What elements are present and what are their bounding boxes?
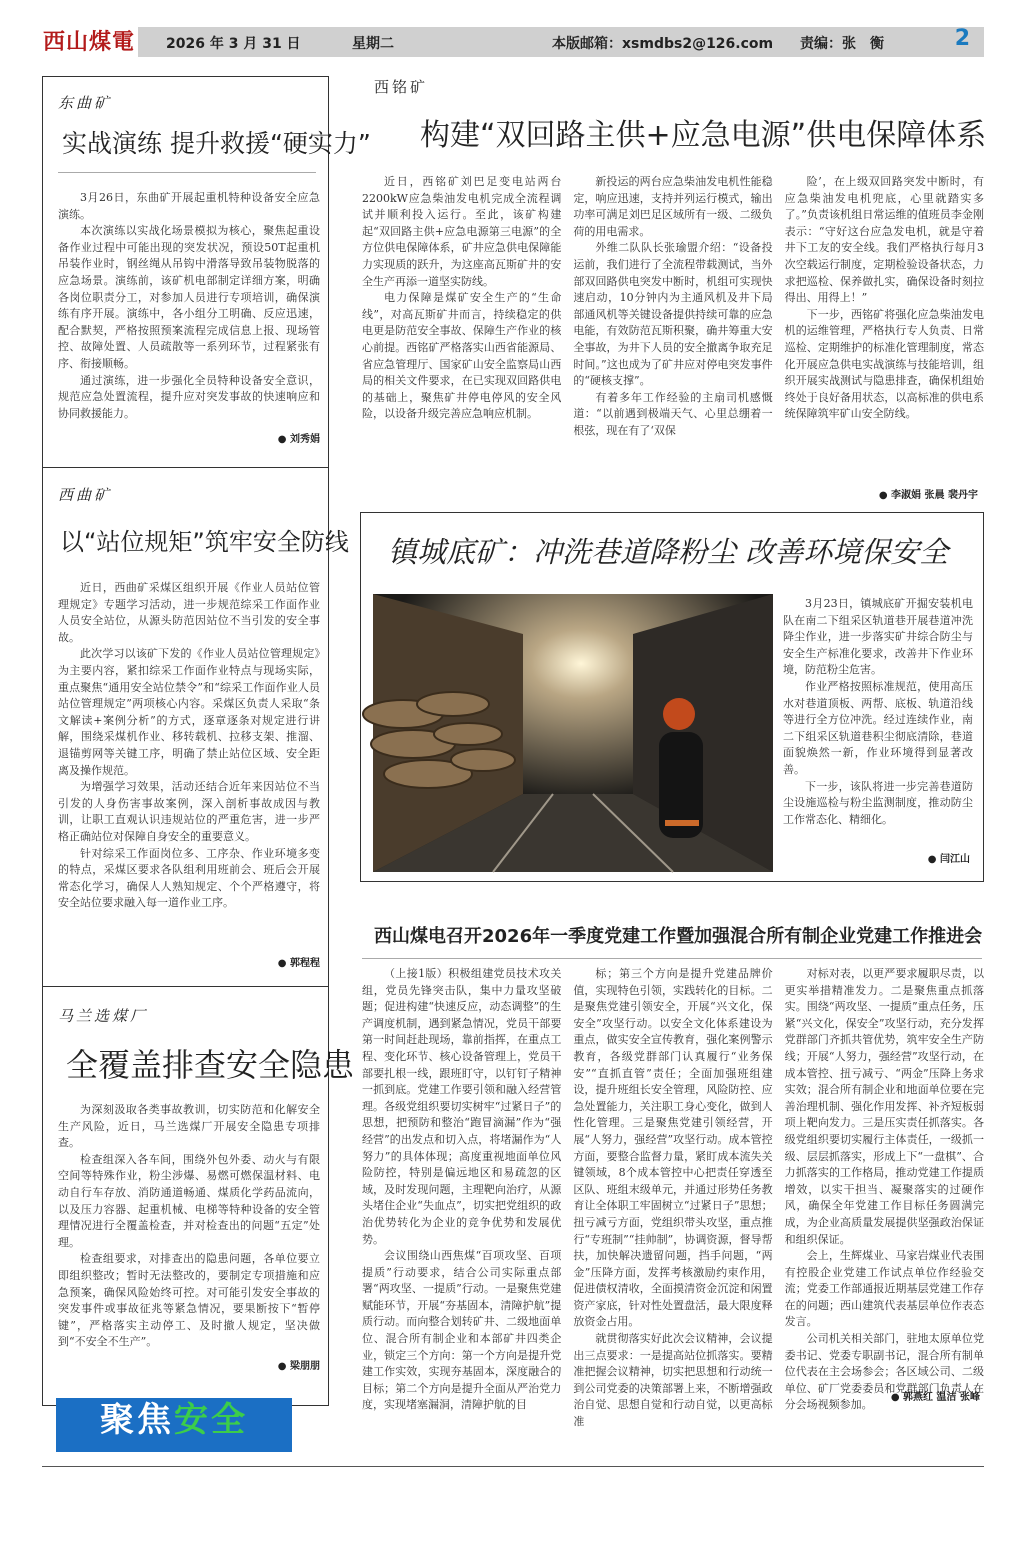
article1-kicker: 东曲矿 <box>58 94 113 112</box>
article6-body: （上接1版）积极组建党员技术攻关组，党员先锋突击队，集中力量攻坚破题；促进构建“快速反应，动态调整”的生产调度机制，遇到紧急情况，党员干部要第一时间赶赴现场，靠前指挥，在重点工程、变化环节、核心设备管理上，党员干部要扎根一线，跟班盯守，以钉钉子精神一抓到底。党建工作要引领和融入经营管理。各级党组织要切实树牢“过紧日子”的思想，把预防和整治“跑冒滴漏”作为“强经营”的出发点和切入点，将堵漏作为“人努力”的具体体现；高度重视地面单位风险防控，特别是偏远地区和易疏忽的区域，及时发现问题，主理靶向治疗，从源头堵住企业“失血点”，切实把党组织的政治优势转化为企业的竞争优势和发展优势。 会议围绕山西焦煤“百项攻坚、百项提质”行动要求，结合公司实际重点部署“两攻坚、一提质”行动。一是聚焦党建赋能环节，开展“夯基固本，清障护航”提质行动。而向整合划转矿井、二级地面单位、混合所有制企业和本部矿井四类企业，锁定三个方向：第一个方向是提升党建工作实效，实现夯基固本，深度融合的目标；第二个方向是提升全面从严治党力度，实现堵塞漏洞，清障护航的目 标；第三个方向是提升党建品牌价值，实现特色引领，实践转化的目标。二是聚焦党建引领安全，开展“兴文化，保安全”攻坚行动。以安全文化体系建设为重点，做实安全宣传教育，强化案例警示教育，各级党群部门认真履行“业务保安”“直抓直管”责任；全面加强班组建设，提升班组长安全管理，风险防控、应急处置能力，关注职工身心变化，做到人性化管理。三是聚焦党建引领经营，开展“人努力，强经营”攻坚行动。成本管控方面，要整合监督力量，紧盯成本流失关键领域，8个成本管控中心把责任穿透至区队、班组末级单元，并通过形势任务教育让全体职工牢固树立“过紧日子”思想；扭亏减亏方面，党组织带头攻坚，重点推行“专班制”“挂帅制”，协调资源，督导帮扶，加快解决遗留问题，挡手问题，“两金”压降方面，发挥考核激励约束作用，促进债权清收，全面摸清资金沉淀和闲置资产家底，针对性处置盘活，最大限度释放资金占用。 就贯彻落实好此次会议精神，会议提出三点要求：一是提高站位抓落实。要精准把握会议精神，切实把思想和行动统一到公司党委的决策部署上来，不断增强政治自觉、思想自觉和行动自觉，以更高标准 对标对表，以更严要求履职尽责，以更实举措精准发力。二是聚焦重点抓落实。围绕“两攻坚、一提质”重点任务，压紧“兴文化，保安全”攻坚行动，充分发挥党群部门齐抓共管优势，筑牢安全生产防线；开展“人努力，强经营”攻坚行动，在成本管控、扭亏减亏、“两金”压降上务求实效；混合所有制企业和地面单位要在完善治理机制、强化作用发挥、补齐短板弱项上靶向发力。三是压实责任抓落实。各级党组织要切实履行主体责任，一级抓一级、层层抓落实，形成上下“一盘棋”、合力抓落实的工作格局，推动党建工作提质增效，以实干担当、凝聚落实的过硬作风，确保全年党建工作目标任务圆满完成，为企业高质量发展提供坚强政治保证和组织保证。 会上，生辉煤业、马家岩煤业代表围有控股企业党建工作试点单位作经验交流；党委工作部通报近期基层党建工作存在的问题；西山建筑代表基层单位作表态发言。 公司机关相关部门，驻地太原单位党委书记、党委专职副书记，混合所有制单位代表在主会场参会；各区域公司、二级单位、矿厂党委委员和党群部门负责人在分会场视频参加。 <box>362 967 984 1429</box>
article2-kicker: 西曲矿 <box>58 486 113 504</box>
article3-signature: ● 梁朋朋 <box>277 1361 320 1372</box>
article4-kicker: 西铭矿 <box>374 78 429 96</box>
article2-signature: ● 郭程程 <box>277 958 320 969</box>
article2-title: 以“站位规矩”筑牢安全防线 <box>60 528 349 556</box>
issue-date: 2026 年 3 月 31 日 <box>166 36 301 52</box>
page-editor: 责编：张 衡 <box>800 36 884 52</box>
article1-signature: ● 刘秀娟 <box>277 434 320 445</box>
article5-signature: ● 闫江山 <box>927 854 970 865</box>
article3-body: 为深刻汲取各类事故教训，切实防范和化解安全生产风险，近日，马兰选煤厂开展安全隐患专项排查。 检查组深入各车间，围绕外包外委、动火与有限空间等特殊作业，粉尘涉爆、易燃可燃保温材料、电动自行车存放、消防通道畅通、煤质化学药品流向，以及压力容器、起重机械、电梯等特种设备的安全管理情况进行全覆盖检查，并对检查出的问题“五定”处理。 检查组要求，对排查出的隐患问题，各单位要立即组织整改；暂时无法整改的，要制定专项措施和应急预案，确保风险始终可控。对可能引发安全事故的突发事件或事故征兆等紧急情况，要果断按下“暂停键”，严格落实主动停工、及时撤人规定，坚决做到“不安全不生产”。 <box>58 1103 320 1349</box>
article4-body: 近日，西铭矿刘巴足变电站两台2200kW应急柴油发电机完成全流程调试并顺利投入运行。至此，该矿构建起“双回路主供+应急电源第三电源”的全方位供电保障体系，矿井应急供电保障能力实现质的跃升，为这座高瓦斯矿井的安全生产再添一道坚实防线。 电力保障是煤矿安全生产的“生命线”，对高瓦斯矿井而言，持续稳定的供电更是防范安全事故、保障生产作业的核心前提。西铭矿严格落实山西省能源局、省应急管理厅、国家矿山安全监察局山西局的相关文件要求，在已实现双回路供电的基础上，聚焦矿井停电停风的安全风险，以设备升级完善应急响应机制。 新投运的两台应急柴油发电机性能稳定，响应迅速，支持并列运行模式，输出功率可满足刘巴足区域所有一级、二级负荷的用电需求。 外维二队队长张瑜盟介绍：“设备投运前，我们进行了全流程带载测试，当外部双回路供电突发中断时，机组可实现快速启动，10分钟内为主通风机及井下局部通风机等关键设备提供持续可靠的应急电能，有效防范瓦斯积聚，确井筹重大安全事故，为井下人员的安全撤离争取充足时间。”这也成为了矿井应对停电突发事件的“硬核支撑”。 有着多年工作经验的主扇司机感慨道：“以前遇到极端天气、心里总绷着一根弦，现在有了‘双保 险’，在上级双回路突发中断时，有应急柴油发电机兜底，心里就踏实多了。”负责该机组日常运维的值班员李金刚表示：“守好这台应急发电机，就是守着井下工友的安全线。我们严格执行每月3次空载运行制度，定期检验设备状态，力求把巡检、保养做扎实，确保设备时刻拉得出、用得上！” 下一步，西铭矿将强化应急柴油发电机的运维管理，严格执行专人负责、日常巡检、定期维护的标准化管理制度，常态化开展应急供电实战演练与技能培训，组织开展实战测试与隐患排查，确保机组始终处于良好备用状态，以高标准的供电系统保障筑牢矿山安全防线。 <box>362 175 984 437</box>
newspaper-logo: 西山煤電 <box>40 27 138 57</box>
article2-body: 近日，西曲矿采煤区组织开展《作业人员站位管理规定》专题学习活动，进一步规范综采工作面作业人员安全站位，从源头防范因站位不当引发的安全事故。 此次学习以该矿下发的《作业人员站位管理规定》为主要内容，紧扣综采工作面作业特点与现场实际，重点聚焦“通用安全站位禁令”和“综采工作面作业人员站位管理规定”两项核心内容。采煤区负责人采取“条文解读+案例分析”的方式，逐章逐条对规定进行讲解，围绕采煤机作业、移转载机、拉移支架、推溜、退锚剪网等关键工序，明确了禁止站位区域、安全距离及操作规范。 为增强学习效果，活动还结合近年来因站位不当引发的人身伤害事故案例，深入剖析事故成因与教训，让职工直观认识违规站位的严重危害，进一步严格正确站位对保障自身安全的重要意义。 针对综采工作面岗位多、工序杂、作业环境多变的特点，采煤区要求各队组利用班前会、班后会开展常态化学习，确保人人熟知规定、个个严格遵守，将安全站位要求融入每一道作业工序。 <box>58 581 320 910</box>
article4-title: 构建“双回路主供+应急电源”供电保障体系 <box>420 118 987 153</box>
article3-title: 全覆盖排查安全隐患 <box>66 1046 355 1084</box>
article6-title: 西山煤电召开2026年一季度党建工作暨加强混合所有制企业党建工作推进会 <box>374 926 983 947</box>
article1-title: 实战演练 提升救援“硬实力” <box>62 129 371 158</box>
article3-kicker: 马兰选煤厂 <box>58 1007 149 1025</box>
page-header <box>40 27 984 57</box>
article6-signature: ● 郭燕红 温洁 张峰 <box>890 1392 980 1403</box>
article5-body: 3月23日，镇城底矿开掘安装机电队在南二下组采区轨道巷开展巷道冲洗降尘作业，进一步落实矿井综合防尘与安全生产标准化要求，改善井下作业环境，防范粉尘危害。 作业严格按照标准规范，使用高压水对巷道顶板、两帮、底板、轨道沿线等进行全方位冲洗。经过连续作业，南二下组采区轨道巷积尘彻底清除，巷道面貌焕然一新，作业环境得到显著改善。 下一步，该队将进一步完善巷道防尘设施巡检与粉尘监测制度，推动防尘工作常态化、精细化。 <box>783 597 973 826</box>
tunnel-photo <box>373 594 773 872</box>
weekday: 星期二 <box>352 36 394 52</box>
tunnel-photo-image <box>373 594 773 872</box>
page-number: 2 <box>954 26 970 51</box>
article5-title: 镇城底矿：冲洗巷道降粉尘 改善环境保安全 <box>388 535 949 569</box>
page-email: 本版邮箱：xsmdbs2@126.com <box>552 36 774 52</box>
page-bottom-rule <box>42 1466 984 1467</box>
article4-signature: ● 李淑娟 张晨 裴丹宇 <box>878 490 978 501</box>
article1-body: 3月26日，东曲矿开展起重机特种设备安全应急演练。 本次演练以实战化场景模拟为核心，聚焦起重设备作业过程中可能出现的突发状况，预设50T起重机吊装作业时，钢丝绳从吊钩中滑落导致吊装物脱落的应急场景。演练前，该矿机电部制定详细方案，明确各岗位职责分工，对参加人员进行专项培训，确保演练有序开展。演练中，各小组分工明确、反应迅速，配合默契，严格按照预案流程完成信息上报、现场管控、故障处置、人员疏散等一系列环节，过程紧张有序、衔接顺畅。 通过演练，进一步强化全员特种设备安全意识，规范应急处置流程，提升应对突发事故的快速响应和协同救援能力。 <box>58 191 320 420</box>
focus-safety-banner: 聚焦安全 <box>56 1398 292 1452</box>
